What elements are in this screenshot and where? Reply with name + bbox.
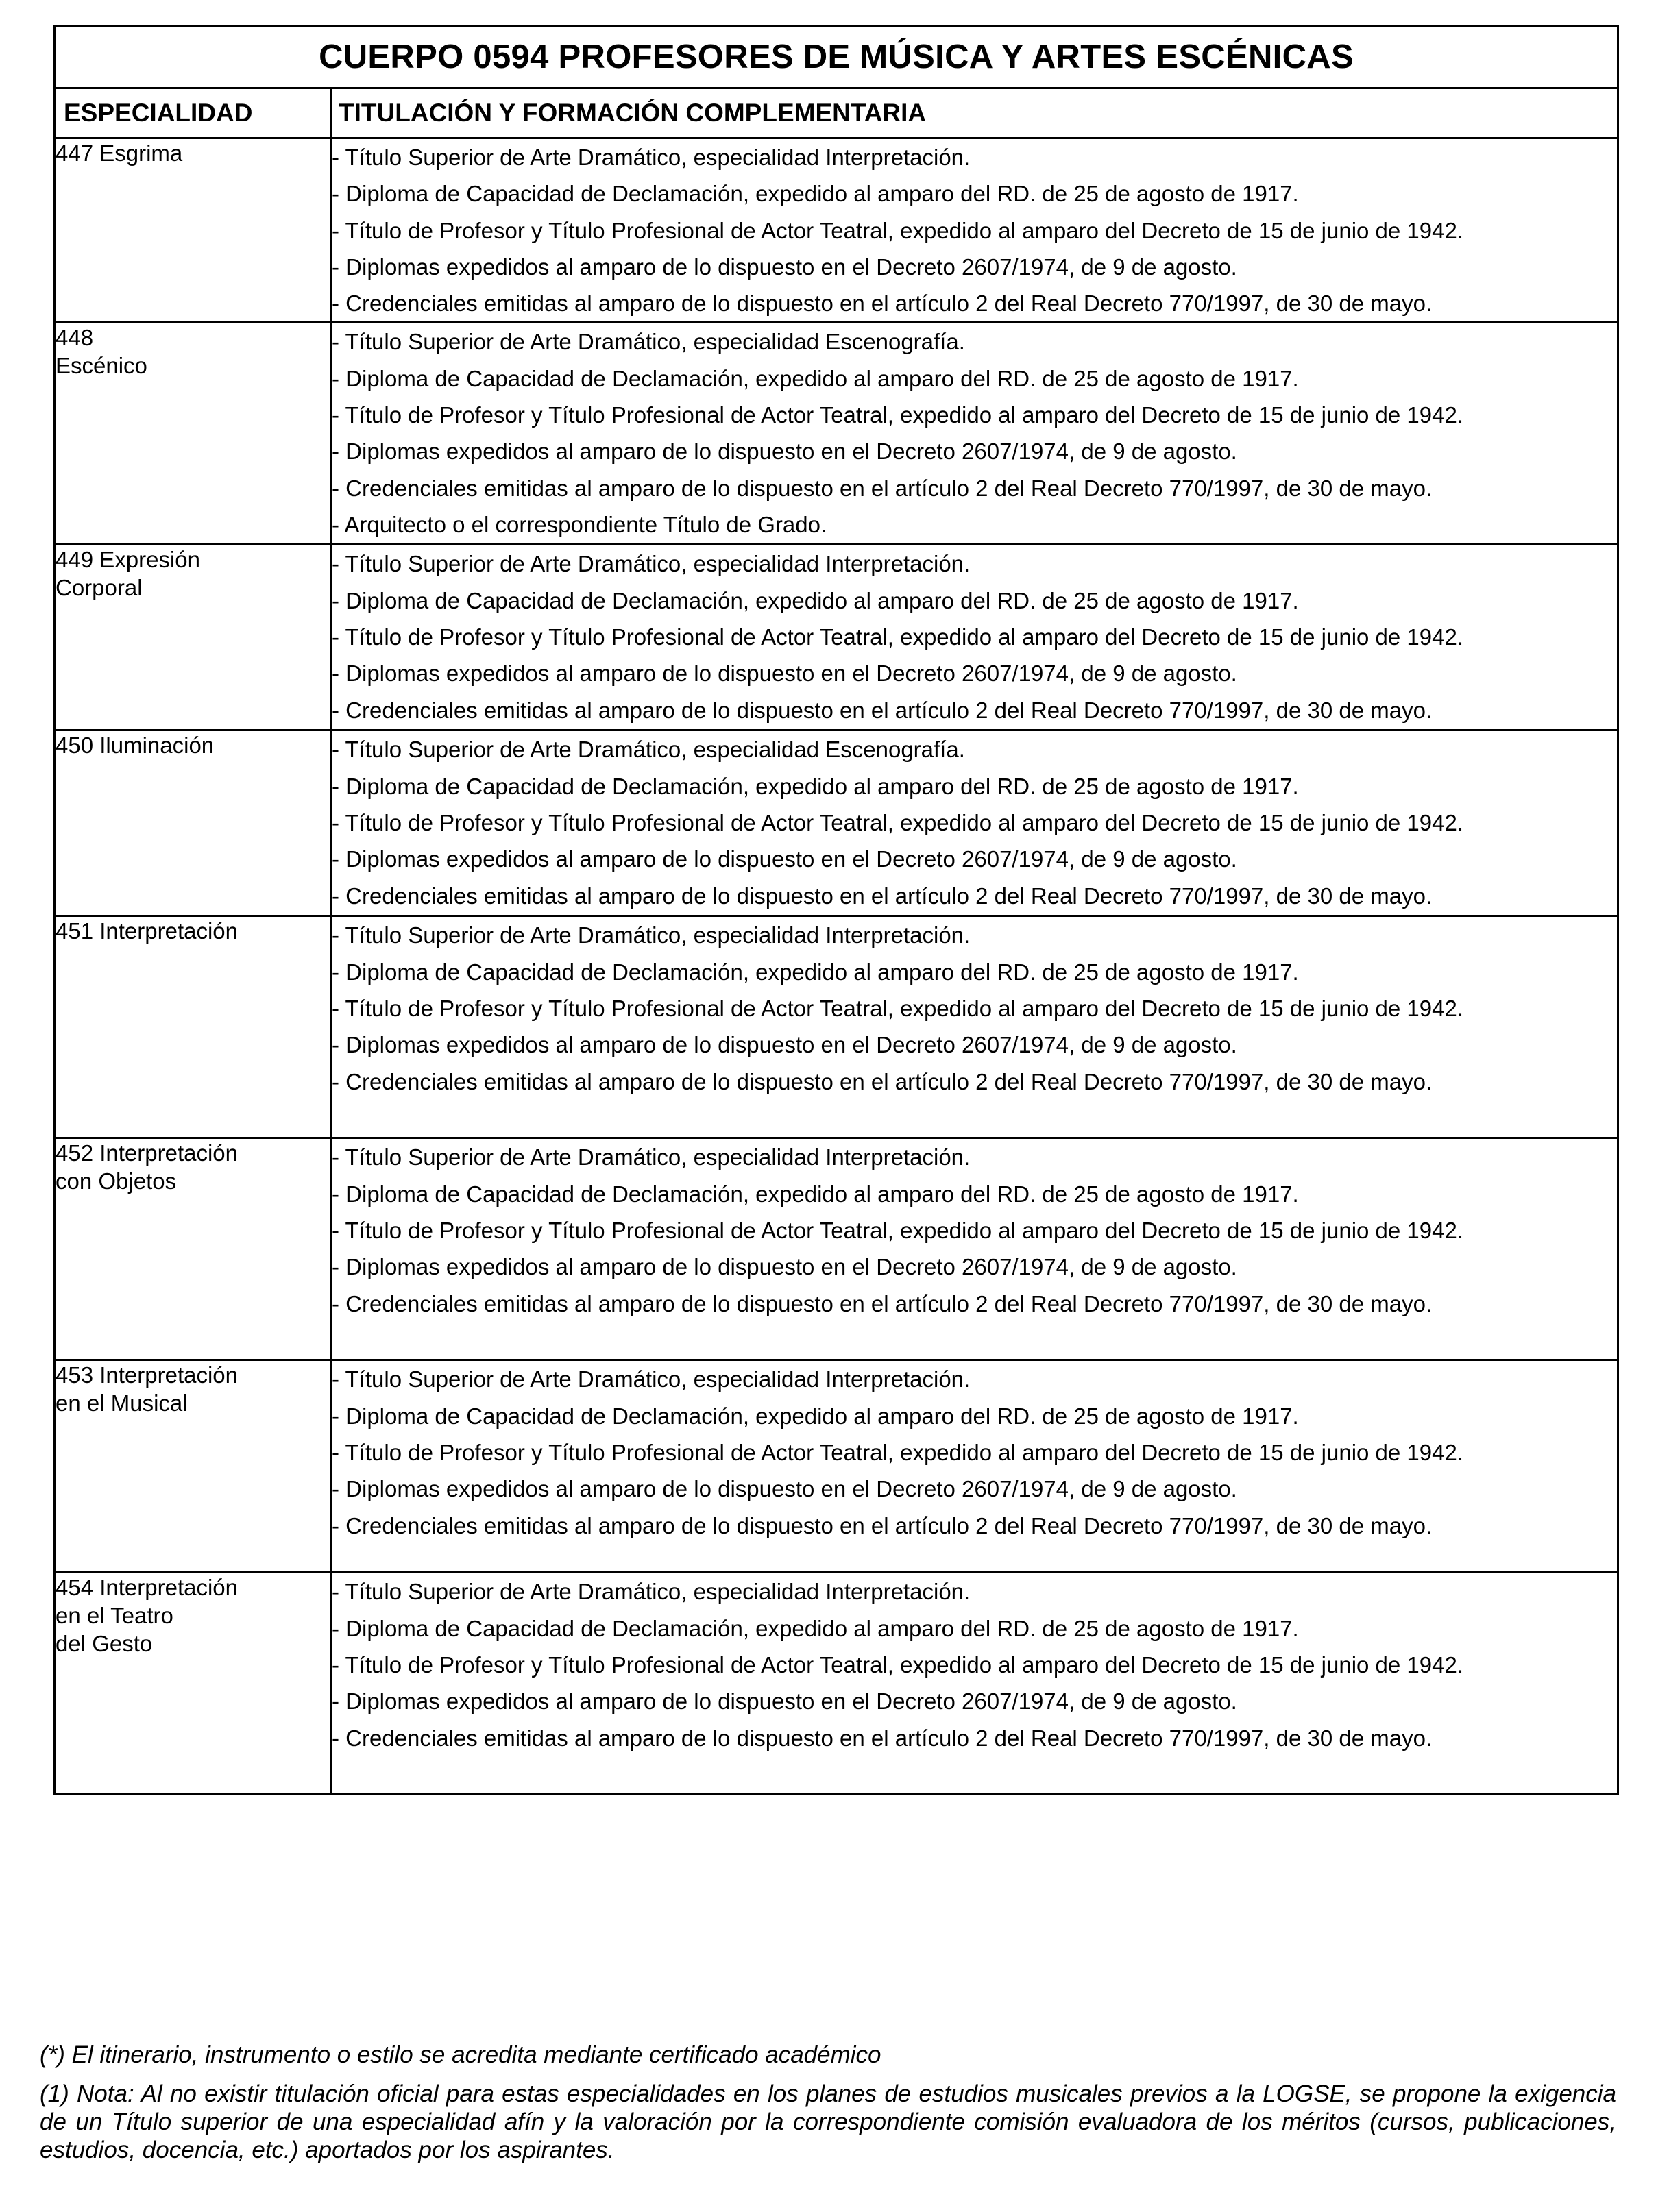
table-body	[55, 138, 1618, 1795]
qualification-item: - Título de Profesor y Título Profesional de Actor Teatral, expedido al amparo del Decreto de 15 de junio de 1942.	[332, 1440, 1464, 1466]
qualification-item: - Título de Profesor y Título Profesional de Actor Teatral, expedido al amparo del Decreto de 15 de junio de 1942.	[332, 217, 1464, 243]
qualification-item: - Diplomas expedidos al amparo de lo dispuesto en el Decreto 2607/1974, de 9 de agosto.	[332, 846, 1237, 872]
table-row	[55, 1360, 1618, 1573]
table-title: CUERPO 0594 PROFESORES DE MÚSICA Y ARTES ESCÉNICAS	[55, 26, 1618, 88]
qualifications-cell	[331, 730, 1618, 916]
qualification-item: - Título Superior de Arte Dramático, especialidad Interpretación.	[332, 1579, 971, 1605]
specialty-cell: 453 Interpretación en el Musical	[55, 1360, 331, 1573]
qualification-item: - Arquitecto o el correspondiente Título de Grado.	[332, 511, 827, 537]
qualification-item: - Diplomas expedidos al amparo de lo dispuesto en el Decreto 2607/1974, de 9 de agosto.	[332, 661, 1237, 687]
qualification-item: - Título de Profesor y Título Profesional de Actor Teatral, expedido al amparo del Decreto de 15 de junio de 1942.	[332, 402, 1464, 428]
specialty-cell: 451 Interpretación	[55, 916, 331, 1138]
qualification-item: - Credenciales emitidas al amparo de lo dispuesto en el artículo 2 del Real Decreto 770/1997, de 30 de mayo.	[332, 697, 1433, 723]
specialty-cell: 448 Escénico	[55, 323, 331, 545]
qualification-item: - Título de Profesor y Título Profesional de Actor Teatral, expedido al amparo del Decreto de 15 de junio de 1942.	[332, 810, 1464, 836]
qualification-item: - Diplomas expedidos al amparo de lo dispuesto en el Decreto 2607/1974, de 9 de agosto.	[332, 254, 1237, 280]
qualification-item: - Credenciales emitidas al amparo de lo dispuesto en el artículo 2 del Real Decreto 770/1997, de 30 de mayo.	[332, 1725, 1433, 1751]
qualifications-table	[53, 25, 1619, 1795]
qualification-item: - Título Superior de Arte Dramático, especialidad Interpretación.	[332, 922, 971, 948]
qualification-item: - Diploma de Capacidad de Declamación, expedido al amparo del RD. de 25 de agosto de 1917.	[332, 1615, 1299, 1641]
footnote-asterisk: (*) El itinerario, instrumento o estilo se acredita mediante certificado académico	[40, 2041, 881, 2068]
column-header-specialty: ESPECIALIDAD	[55, 88, 331, 138]
qualifications-cell	[331, 323, 1618, 545]
qualification-list	[332, 139, 1617, 321]
qualification-item: - Credenciales emitidas al amparo de lo dispuesto en el artículo 2 del Real Decreto 770/1997, de 30 de mayo.	[332, 291, 1433, 317]
qualification-item: - Credenciales emitidas al amparo de lo dispuesto en el artículo 2 del Real Decreto 770/1997, de 30 de mayo.	[332, 883, 1433, 909]
qualification-item: - Diplomas expedidos al amparo de lo dispuesto en el Decreto 2607/1974, de 9 de agosto.	[332, 439, 1237, 465]
specialty-cell: 452 Interpretación con Objetos	[55, 1138, 331, 1360]
qualification-list	[332, 1139, 1617, 1321]
qualification-item: - Diplomas expedidos al amparo de lo dispuesto en el Decreto 2607/1974, de 9 de agosto.	[332, 1688, 1237, 1715]
specialty-cell: 447 Esgrima	[55, 138, 331, 323]
table-row	[55, 1573, 1618, 1795]
qualifications-cell	[331, 916, 1618, 1138]
specialty-cell: 454 Interpretación en el Teatro del Gesto	[55, 1573, 331, 1795]
qualification-item: - Credenciales emitidas al amparo de lo dispuesto en el artículo 2 del Real Decreto 770/1997, de 30 de mayo.	[332, 1068, 1433, 1094]
qualification-item: - Título Superior de Arte Dramático, especialidad Escenografía.	[332, 737, 965, 763]
table-row	[55, 138, 1618, 323]
qualifications-cell	[331, 1360, 1618, 1573]
qualification-item: - Diploma de Capacidad de Declamación, expedido al amparo del RD. de 25 de agosto de 1917.	[332, 1181, 1299, 1207]
qualification-item: - Título Superior de Arte Dramático, especialidad Interpretación.	[332, 1366, 971, 1392]
qualification-item: - Título de Profesor y Título Profesional de Actor Teatral, expedido al amparo del Decreto de 15 de junio de 1942.	[332, 1652, 1464, 1678]
qualification-item: - Título Superior de Arte Dramático, especialidad Interpretación.	[332, 1144, 971, 1170]
qualification-item: - Diplomas expedidos al amparo de lo dispuesto en el Decreto 2607/1974, de 9 de agosto.	[332, 1476, 1237, 1502]
table-row	[55, 916, 1618, 1138]
footnotes	[40, 2041, 1616, 2164]
qualification-item: - Diploma de Capacidad de Declamación, expedido al amparo del RD. de 25 de agosto de 1917.	[332, 365, 1299, 391]
footnote-1: (1) Nota: Al no existir titulación oficial para estas especialidades en los planes de estudios musicales previos a la LOGSE, se propone la exigencia de un Título superior de una especialidad afín y la valoración por la correspondiente comisión evaluadora de los méritos (cursos, publicaciones, estudios, docencia, etc.) aportados por los aspirantes.	[40, 2080, 1616, 2163]
qualification-item: - Diploma de Capacidad de Declamación, expedido al amparo del RD. de 25 de agosto de 1917.	[332, 1403, 1299, 1429]
specialty-cell: 449 Expresión Corporal	[55, 545, 331, 730]
qualification-item: - Título de Profesor y Título Profesional de Actor Teatral, expedido al amparo del Decreto de 15 de junio de 1942.	[332, 624, 1464, 650]
qualification-list	[332, 1573, 1617, 1756]
table-row	[55, 730, 1618, 916]
specialty-cell: 450 Iluminación	[55, 730, 331, 916]
qualification-item: - Diplomas expedidos al amparo de lo dispuesto en el Decreto 2607/1974, de 9 de agosto.	[332, 1254, 1237, 1280]
qualification-item: - Diploma de Capacidad de Declamación, expedido al amparo del RD. de 25 de agosto de 1917.	[332, 959, 1299, 985]
qualification-item: - Título de Profesor y Título Profesional de Actor Teatral, expedido al amparo del Decreto de 15 de junio de 1942.	[332, 996, 1464, 1022]
table-row	[55, 545, 1618, 730]
qualification-list	[332, 323, 1617, 543]
qualification-item: - Título de Profesor y Título Profesional de Actor Teatral, expedido al amparo del Decreto de 15 de junio de 1942.	[332, 1218, 1464, 1244]
qualifications-cell	[331, 545, 1618, 730]
table-row	[55, 323, 1618, 545]
table-row	[55, 1138, 1618, 1360]
qualification-list	[332, 1361, 1617, 1543]
qualification-item: - Diploma de Capacidad de Declamación, expedido al amparo del RD. de 25 de agosto de 1917.	[332, 181, 1299, 207]
qualification-item: - Diplomas expedidos al amparo de lo dispuesto en el Decreto 2607/1974, de 9 de agosto.	[332, 1032, 1237, 1058]
column-header-qualifications: TITULACIÓN Y FORMACIÓN COMPLEMENTARIA	[331, 88, 1618, 138]
qualification-list	[332, 917, 1617, 1099]
qualification-item: - Credenciales emitidas al amparo de lo dispuesto en el artículo 2 del Real Decreto 770/1997, de 30 de mayo.	[332, 475, 1433, 501]
qualifications-cell	[331, 1138, 1618, 1360]
qualification-item: - Título Superior de Arte Dramático, especialidad Interpretación.	[332, 551, 971, 577]
qualification-item: - Credenciales emitidas al amparo de lo dispuesto en el artículo 2 del Real Decreto 770/1997, de 30 de mayo.	[332, 1290, 1433, 1316]
qualification-item: - Diploma de Capacidad de Declamación, expedido al amparo del RD. de 25 de agosto de 1917.	[332, 587, 1299, 613]
qualification-item: - Credenciales emitidas al amparo de lo dispuesto en el artículo 2 del Real Decreto 770/1997, de 30 de mayo.	[332, 1512, 1433, 1538]
qualification-item: - Título Superior de Arte Dramático, especialidad Escenografía.	[332, 329, 965, 355]
qualification-list	[332, 545, 1617, 728]
qualification-item: - Diploma de Capacidad de Declamación, expedido al amparo del RD. de 25 de agosto de 1917.	[332, 773, 1299, 799]
qualifications-cell	[331, 1573, 1618, 1795]
qualification-item: - Título Superior de Arte Dramático, especialidad Interpretación.	[332, 145, 971, 170]
qualification-list	[332, 731, 1617, 913]
qualifications-cell	[331, 138, 1618, 323]
